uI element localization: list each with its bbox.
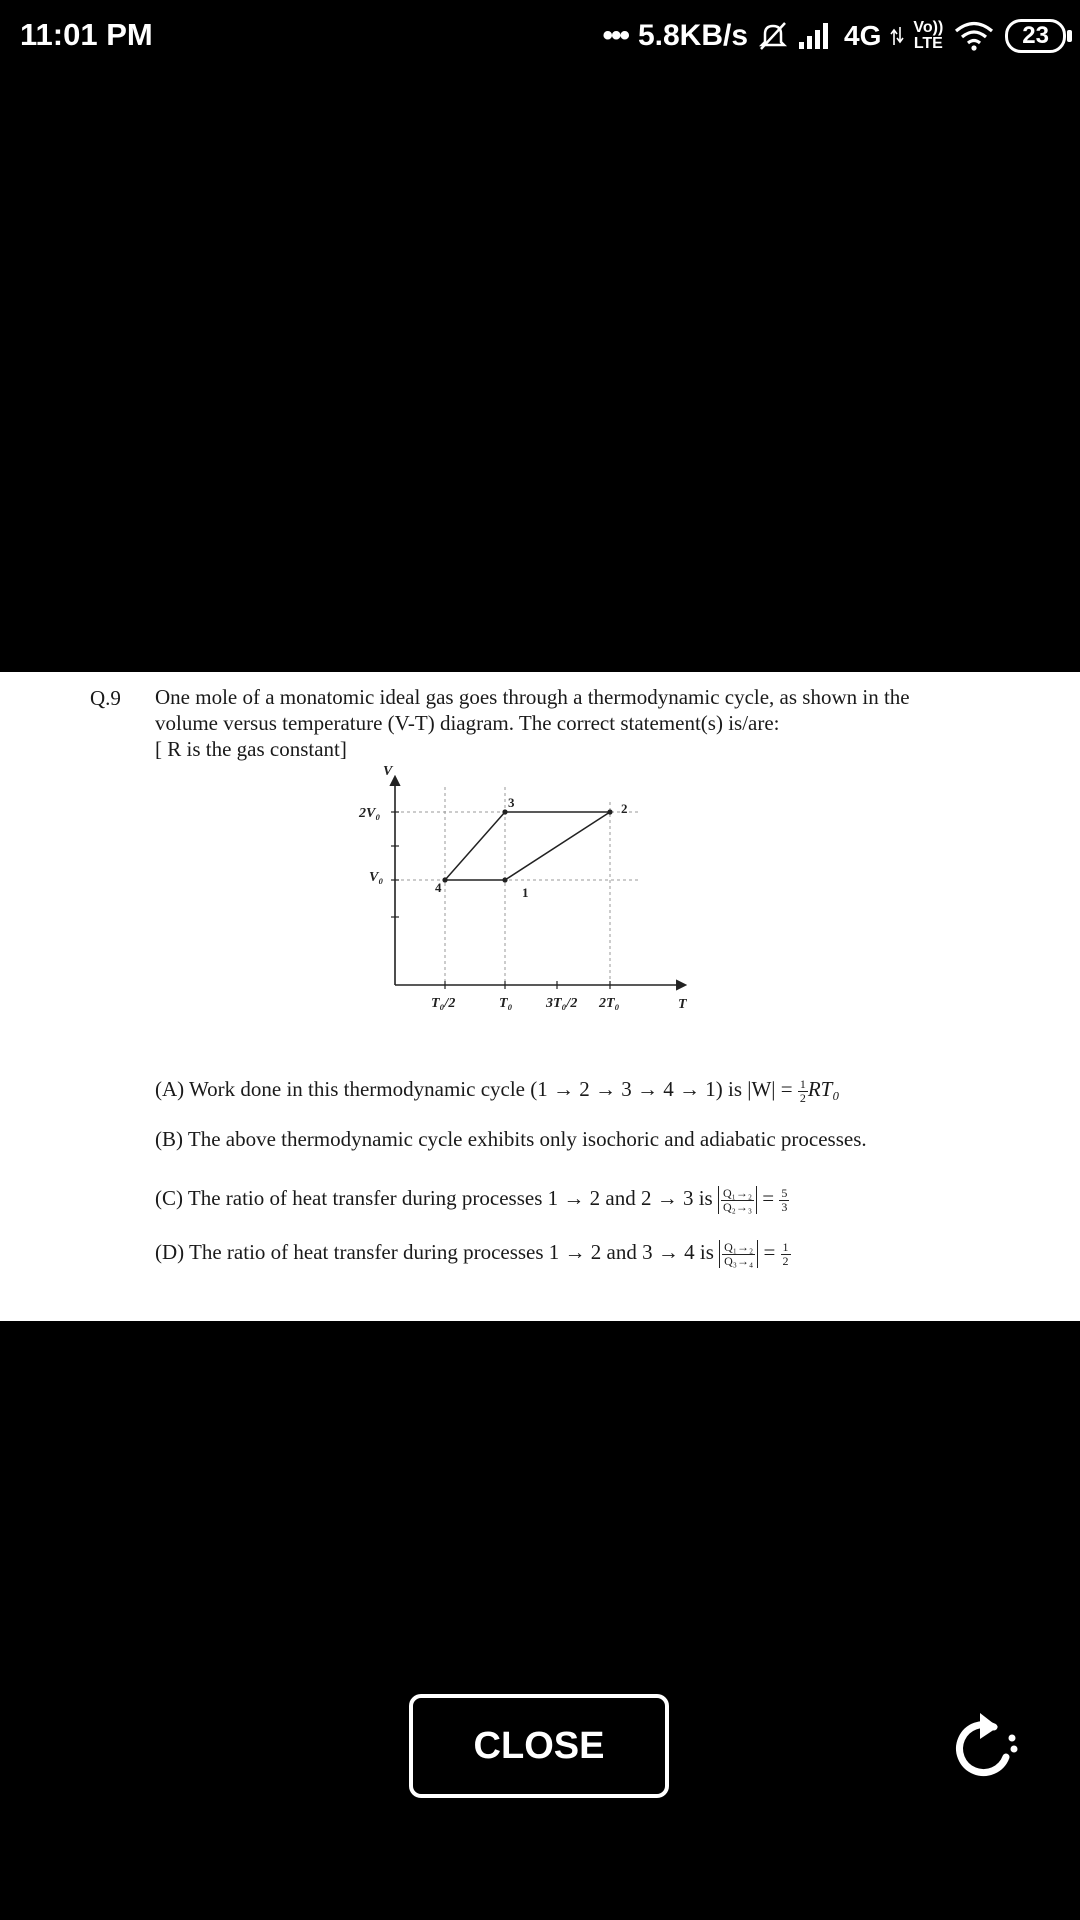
x-tick-t0: T₀ — [499, 996, 513, 1011]
status-time: 11:01 PM — [20, 17, 153, 52]
option-b: (B) The above thermodynamic cycle exhibits only isochoric and adiabatic processes. — [155, 1127, 867, 1151]
battery-icon — [1005, 19, 1066, 53]
option-a-text: (A) Work done in this thermodynamic cycle (1 → 2 → 3 → 4 → 1) is |W| = — [155, 1077, 793, 1101]
point-label-2: 2 — [621, 801, 628, 816]
vt-diagram — [359, 764, 765, 1017]
option-d-ratio: $\frac{\text{Q₁→₂}}{\text{Q₃→₄}}$ — [724, 1240, 754, 1269]
status-icons — [602, 12, 1066, 60]
question-text-line-3: [ R is the gas constant] — [155, 737, 347, 761]
option-d: (D) The ratio of heat transfer during processes 1 → 2 and 3 → 4 is $\frac{\text{Q₁→₂}}{\text{Q₃→₄}}$ = $\frac{1}{2}$ — [155, 1239, 789, 1269]
option-c-ratio: $\frac{\text{Q₁→₂}}{\text{Q₂→₃}}$ — [722, 1186, 753, 1215]
option-c-text: (C) The ratio of heat transfer during processes 1 → 2 and 2 → 3 is — [155, 1186, 713, 1210]
t-axis-label: T — [678, 997, 687, 1012]
volte-indicator — [913, 20, 943, 52]
option-d-text: (D) The ratio of heat transfer during processes 1 → 2 and 3 → 4 is — [155, 1240, 714, 1264]
data-arrows-icon — [891, 25, 903, 47]
y-tick-2v0: 2V₀ — [359, 806, 381, 821]
point-label-1: 1 — [522, 885, 529, 900]
cycle-path — [445, 812, 610, 880]
mute-icon — [758, 20, 788, 52]
option-c-value: $\frac{5}{3}$ — [781, 1185, 788, 1214]
x-tick-3t0-half: 3T₀/2 — [546, 996, 578, 1011]
point-label-3: 3 — [508, 795, 515, 810]
option-d-value: $\frac{1}{2}$ — [782, 1239, 789, 1268]
network-type: 4G — [844, 20, 882, 51]
volte-top: Vo)) — [913, 19, 944, 36]
wifi-icon — [953, 20, 995, 52]
x-tick-t0-half: T₀/2 — [431, 996, 456, 1011]
point-1 — [502, 877, 507, 882]
point-4 — [442, 877, 447, 882]
point-3 — [502, 809, 507, 814]
question-text-line-1: One mole of a monatomic ideal gas goes through a thermodynamic cycle, as shown in the — [155, 685, 910, 709]
network-speed: 5.8KB/s — [637, 19, 749, 52]
point-2 — [607, 809, 612, 814]
point-label-4: 4 — [435, 880, 442, 895]
v-axis-label: V — [383, 764, 393, 779]
option-a-fraction: $\frac{1}{2}$ — [799, 1076, 806, 1105]
more-dots-icon: ••• — [602, 19, 628, 52]
rotate-icon[interactable] — [950, 1705, 1020, 1785]
y-tick-v0: V₀ — [369, 870, 384, 885]
battery-level: 23 — [1022, 22, 1049, 49]
option-a — [155, 1077, 840, 1105]
question-image — [0, 672, 1080, 1321]
option-c: (C) The ratio of heat transfer during processes 1 → 2 and 2 → 3 is $\frac{\text{Q₁→₂}}{\text{Q₂→₃}}$ = $\frac{5}{3}$ — [155, 1185, 788, 1215]
status-bar — [0, 0, 1080, 72]
signal-icon — [798, 22, 834, 50]
option-a-suffix: RT₀ — [807, 1077, 840, 1101]
question-text-line-2: volume versus temperature (V-T) diagram. The correct statement(s) is/are: — [155, 711, 780, 735]
x-tick-2t0: 2T₀ — [599, 996, 620, 1011]
close-button[interactable]: CLOSE — [409, 1694, 669, 1798]
volte-bottom: LTE — [913, 35, 943, 52]
question-number: Q.9 — [90, 686, 121, 710]
